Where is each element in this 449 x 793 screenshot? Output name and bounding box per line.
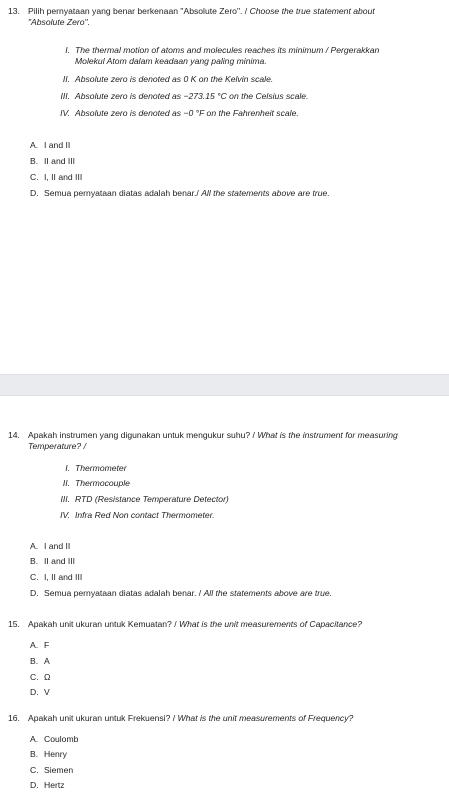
option-letter: A. (30, 640, 39, 650)
statement-text: RTD (Resistance Temperature Detector) (75, 494, 229, 504)
option-text: Henry (44, 749, 67, 759)
page-divider (0, 374, 449, 396)
option-d[interactable] (30, 188, 330, 199)
option-letter: B. (30, 749, 39, 759)
option-letter: B. (30, 656, 39, 666)
statement-numeral: II. (62, 74, 70, 84)
option-a[interactable] (30, 640, 49, 651)
option-letter: A. (30, 541, 39, 551)
option-text: A (44, 656, 50, 666)
question-text-plain: Pilih pernyataan yang benar berkenaan "Absolute Zero". / (28, 6, 250, 16)
statement-numeral: II. (62, 478, 70, 488)
option-c[interactable] (30, 672, 50, 683)
statement-numeral: III. (60, 494, 70, 504)
option-letter: D. (30, 780, 39, 790)
option-text: Semua pernyataan diatas adalah benar./ (44, 188, 202, 198)
option-letter: A. (30, 140, 39, 150)
option-text: Siemen (44, 765, 74, 775)
option-c[interactable] (30, 172, 82, 183)
question-text-plain: Apakah instrumen yang digunakan untuk mengukur suhu? / (28, 430, 258, 440)
statement-numeral: III. (60, 91, 70, 101)
statement-text: Absolute zero is denoted as 0 K on the Kelvin scale. (75, 74, 274, 84)
question-text-english: What is the unit measurements of Frequency? (177, 713, 354, 723)
option-b[interactable] (30, 556, 75, 567)
option-letter: D. (30, 588, 39, 598)
option-d[interactable] (30, 780, 65, 791)
question-text-plain: Apakah unit ukuran untuk Frekuensi? / (28, 713, 178, 723)
option-letter: C. (30, 572, 39, 582)
option-letter: C. (30, 672, 39, 682)
statement-text: Absolute zero is denoted as −0 °F on the Fahrenheit scale. (75, 108, 299, 118)
option-a[interactable] (30, 140, 70, 151)
statement-numeral: I. (65, 45, 70, 55)
question-text-english: What is the unit measurements of Capacitance? (178, 619, 362, 629)
option-letter: B. (30, 556, 39, 566)
option-d[interactable] (30, 588, 332, 599)
option-text: F (44, 640, 50, 650)
option-letter: A. (30, 734, 39, 744)
statement-text: Thermometer (75, 463, 127, 473)
option-b[interactable] (30, 656, 50, 667)
question-number: 14. (8, 430, 20, 440)
question-text (28, 6, 408, 27)
option-text: II and III (44, 556, 76, 566)
statement-numeral: I. (65, 463, 70, 473)
question-number: 13. (8, 6, 20, 16)
option-text: I and II (44, 541, 71, 551)
option-d[interactable] (30, 687, 50, 698)
option-text: I, II and III (44, 572, 83, 582)
option-text: I and II (44, 140, 71, 150)
statement-text: Absolute zero is denoted as −273.15 °C on the Celsius scale. (75, 91, 309, 101)
question-text (28, 619, 408, 630)
option-c[interactable] (30, 765, 73, 776)
question-text-english: What is the instrument for measuring Temperature? / (28, 430, 398, 451)
question-text (28, 430, 408, 451)
option-text: II and III (44, 156, 76, 166)
option-a[interactable] (30, 734, 78, 745)
option-c[interactable] (30, 572, 82, 583)
question-text-plain: Apakah unit ukuran untuk Kemuatan? / (28, 619, 179, 629)
statement-numeral: IV. (60, 510, 70, 520)
option-b[interactable] (30, 156, 75, 167)
option-text: Coulomb (44, 734, 79, 744)
option-letter: C. (30, 172, 39, 182)
option-text-english: All the statements above are true. (201, 188, 330, 198)
statement-text: Thermocouple (75, 478, 130, 488)
statement-numeral: IV. (60, 108, 70, 118)
statement-text: Infra Red Non contact Thermometer. (75, 510, 215, 520)
option-letter: B. (30, 156, 39, 166)
option-letter: C. (30, 765, 39, 775)
option-letter: D. (30, 687, 39, 697)
question-number: 16. (8, 713, 20, 723)
question-number: 15. (8, 619, 20, 629)
question-text (28, 713, 408, 724)
option-letter: D. (30, 188, 39, 198)
statement-text: The thermal motion of atoms and molecules reaches its minimum / Pergerakkan Molekul Atom dalam keadaan yang paling minima. (75, 45, 380, 66)
option-text: Hertz (44, 780, 65, 790)
option-text: V (44, 687, 50, 697)
option-text: Ω (44, 672, 51, 682)
question-text-english: Choose the true statement about "Absolute Zero". (28, 6, 375, 27)
option-a[interactable] (30, 541, 70, 552)
option-b[interactable] (30, 749, 67, 760)
option-text-english: All the statements above are true. (203, 588, 333, 598)
option-text: Semua pernyataan diatas adalah benar. / (44, 588, 204, 598)
option-text: I, II and III (44, 172, 83, 182)
